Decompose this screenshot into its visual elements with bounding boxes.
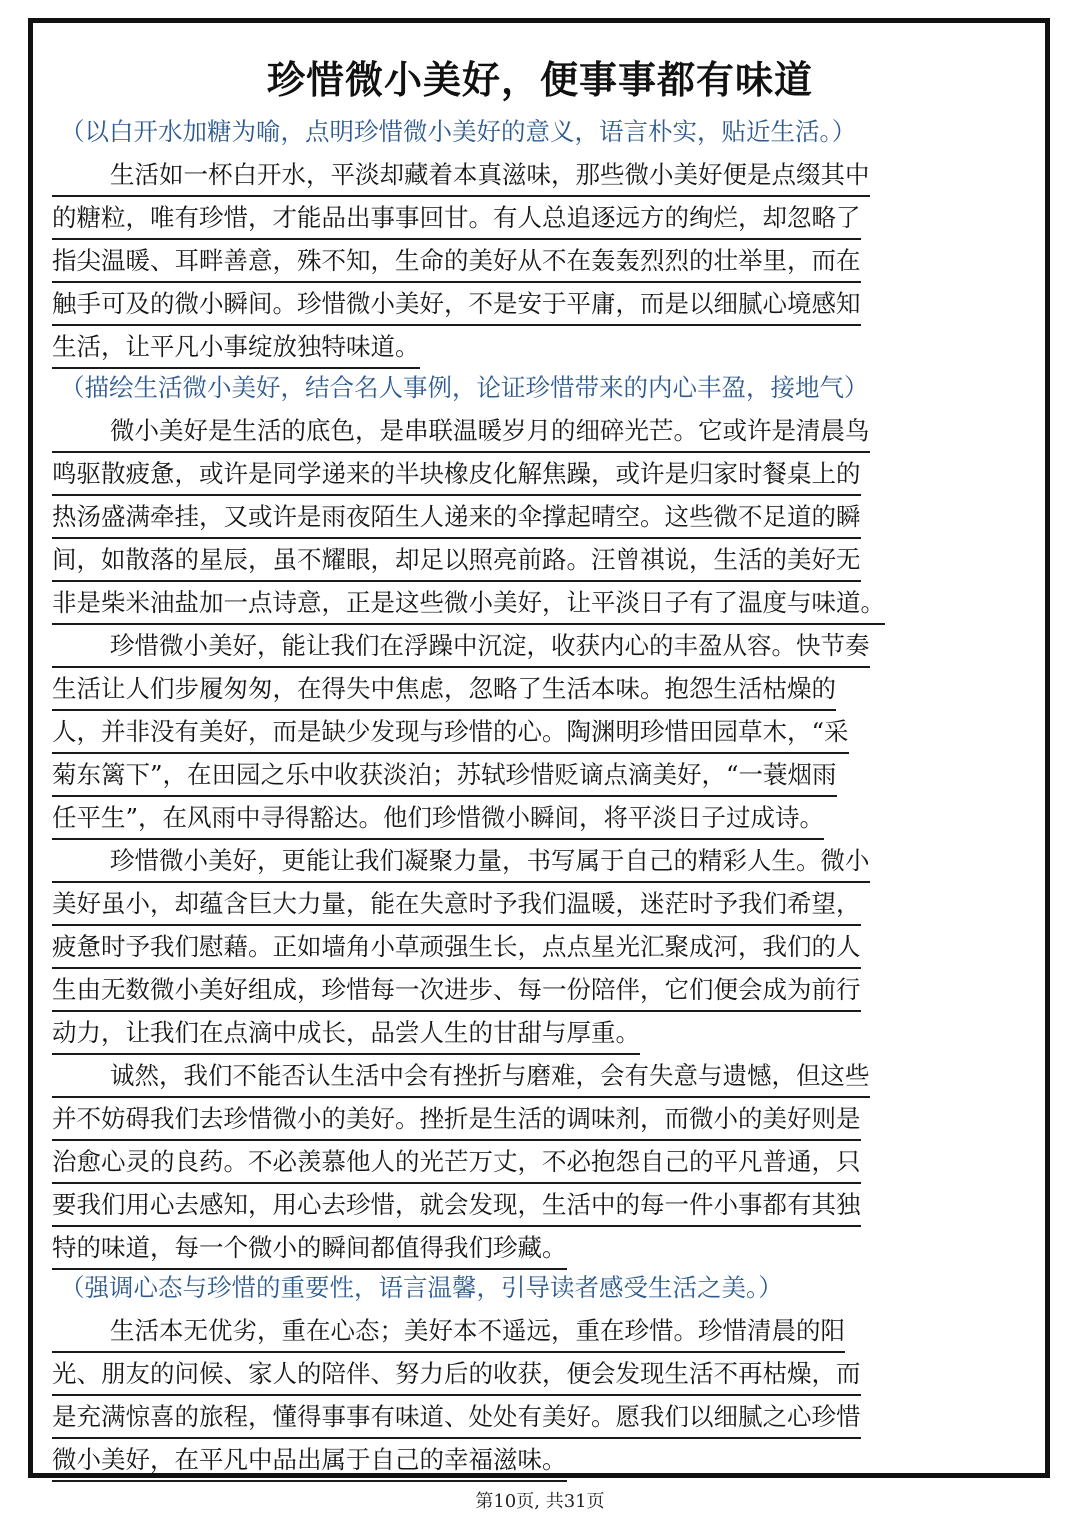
paragraph-5-line-4: 要我们用心去感知，用心去珍惜，就会发现，生活中的每一件小事都有其独 <box>52 1185 861 1227</box>
paragraph-3-line-5: 任平生”，在风雨中寻得豁达。他们珍惜微小瞬间，将平淡日子过成诗。 <box>52 798 824 840</box>
paragraph-1-line-5: 生活，让平凡小事绽放独特味道。 <box>52 327 420 369</box>
paragraph-2-line-2: 鸣驱散疲惫，或许是同学递来的半块橡皮化解焦躁，或许是归家时餐桌上的 <box>52 454 861 496</box>
paragraph-3-line-1: 珍惜微小美好，能让我们在浮躁中沉淀，收获内心的丰盈从容。快节奏 <box>52 626 870 668</box>
paragraph-2-line-5: 非是柴米油盐加一点诗意，正是这些微小美好，让平淡日子有了温度与味道。 <box>52 583 885 625</box>
paragraph-1-line-4: 触手可及的微小瞬间。珍惜微小美好，不是安于平庸，而是以细腻心境感知 <box>52 284 861 326</box>
annotation-2: （描绘生活微小美好，结合名人事例，论证珍惜带来的内心丰盈，接地气） <box>60 373 869 402</box>
paragraph-6-line-2: 光、朋友的问候、家人的陪伴、努力后的收获，便会发现生活不再枯燥，而 <box>52 1354 861 1396</box>
paragraph-4-line-1: 珍惜微小美好，更能让我们凝聚力量，书写属于自己的精彩人生。微小 <box>52 841 870 883</box>
annotation-1: （以白开水加糖为喻，点明珍惜微小美好的意义，语言朴实，贴近生活。） <box>60 117 857 146</box>
paragraph-2-line-1: 微小美好是生活的底色，是串联温暖岁月的细碎光芒。它或许是清晨鸟 <box>52 411 870 453</box>
paragraph-2-line-3: 热汤盛满牵挂，又或许是雨夜陌生人递来的伞撑起晴空。这些微不足道的瞬 <box>52 497 861 539</box>
paragraph-4-line-3: 疲惫时予我们慰藉。正如墙角小草顽强生长，点点星光汇聚成河，我们的人 <box>52 927 861 969</box>
paragraph-4-line-4: 生由无数微小美好组成，珍惜每一次进步、每一份陪伴，它们便会成为前行 <box>52 970 861 1012</box>
essay-title: 珍惜微小美好，便事事都有味道 <box>266 58 813 102</box>
paragraph-3-line-2: 生活让人们步履匆匆，在得失中焦虑，忽略了生活本味。抱怨生活枯燥的 <box>52 669 836 711</box>
paragraph-5-line-3: 治愈心灵的良药。不必羡慕他人的光芒万丈，不必抱怨自己的平凡普通，只 <box>52 1142 861 1184</box>
paragraph-5-line-2: 并不妨碍我们去珍惜微小的美好。挫折是生活的调味剂，而微小的美好则是 <box>52 1099 861 1141</box>
paragraph-3-line-3: 人，并非没有美好，而是缺少发现与珍惜的心。陶渊明珍惜田园草木，“采 <box>52 712 849 754</box>
paragraph-1-line-2: 的糖粒，唯有珍惜，才能品出事事回甘。有人总追逐远方的绚烂，却忽略了 <box>52 198 861 240</box>
paragraph-2-line-4: 间，如散落的星辰，虽不耀眼，却足以照亮前路。汪曾祺说，生活的美好无 <box>52 540 861 582</box>
paragraph-4-line-5: 动力，让我们在点滴中成长，品尝人生的甘甜与厚重。 <box>52 1013 640 1055</box>
paragraph-6-line-4: 微小美好，在平凡中品出属于自己的幸福滋味。 <box>52 1440 567 1482</box>
paragraph-1-line-3: 指尖温暖、耳畔善意，殊不知，生命的美好从不在轰轰烈烈的壮举里，而在 <box>52 241 861 283</box>
paragraph-5-line-5: 特的味道，每一个微小的瞬间都值得我们珍藏。 <box>52 1228 567 1270</box>
annotation-3: （强调心态与珍惜的重要性，语言温馨，引导读者感受生活之美。） <box>60 1273 783 1302</box>
paragraph-3-line-4: 菊东篱下”，在田园之乐中收获淡泊；苏轼珍惜贬谪点滴美好，“一蓑烟雨 <box>52 755 837 797</box>
paragraph-4-line-2: 美好虽小，却蕴含巨大力量，能在失意时予我们温暖，迷茫时予我们希望， <box>52 884 861 926</box>
paragraph-1-line-1: 生活如一杯白开水，平淡却藏着本真滋味，那些微小美好便是点缀其中 <box>52 155 870 197</box>
paragraph-6-line-1: 生活本无优劣，重在心态；美好本不遥远，重在珍惜。珍惜清晨的阳 <box>52 1311 845 1353</box>
page-number: 第10页, 共31页 <box>475 1491 605 1512</box>
paragraph-6-line-3: 是充满惊喜的旅程，懂得事事有味道、处处有美好。愿我们以细腻之心珍惜 <box>52 1397 861 1439</box>
paragraph-5-line-1: 诚然，我们不能否认生活中会有挫折与磨难，会有失意与遗憾，但这些 <box>52 1056 870 1098</box>
